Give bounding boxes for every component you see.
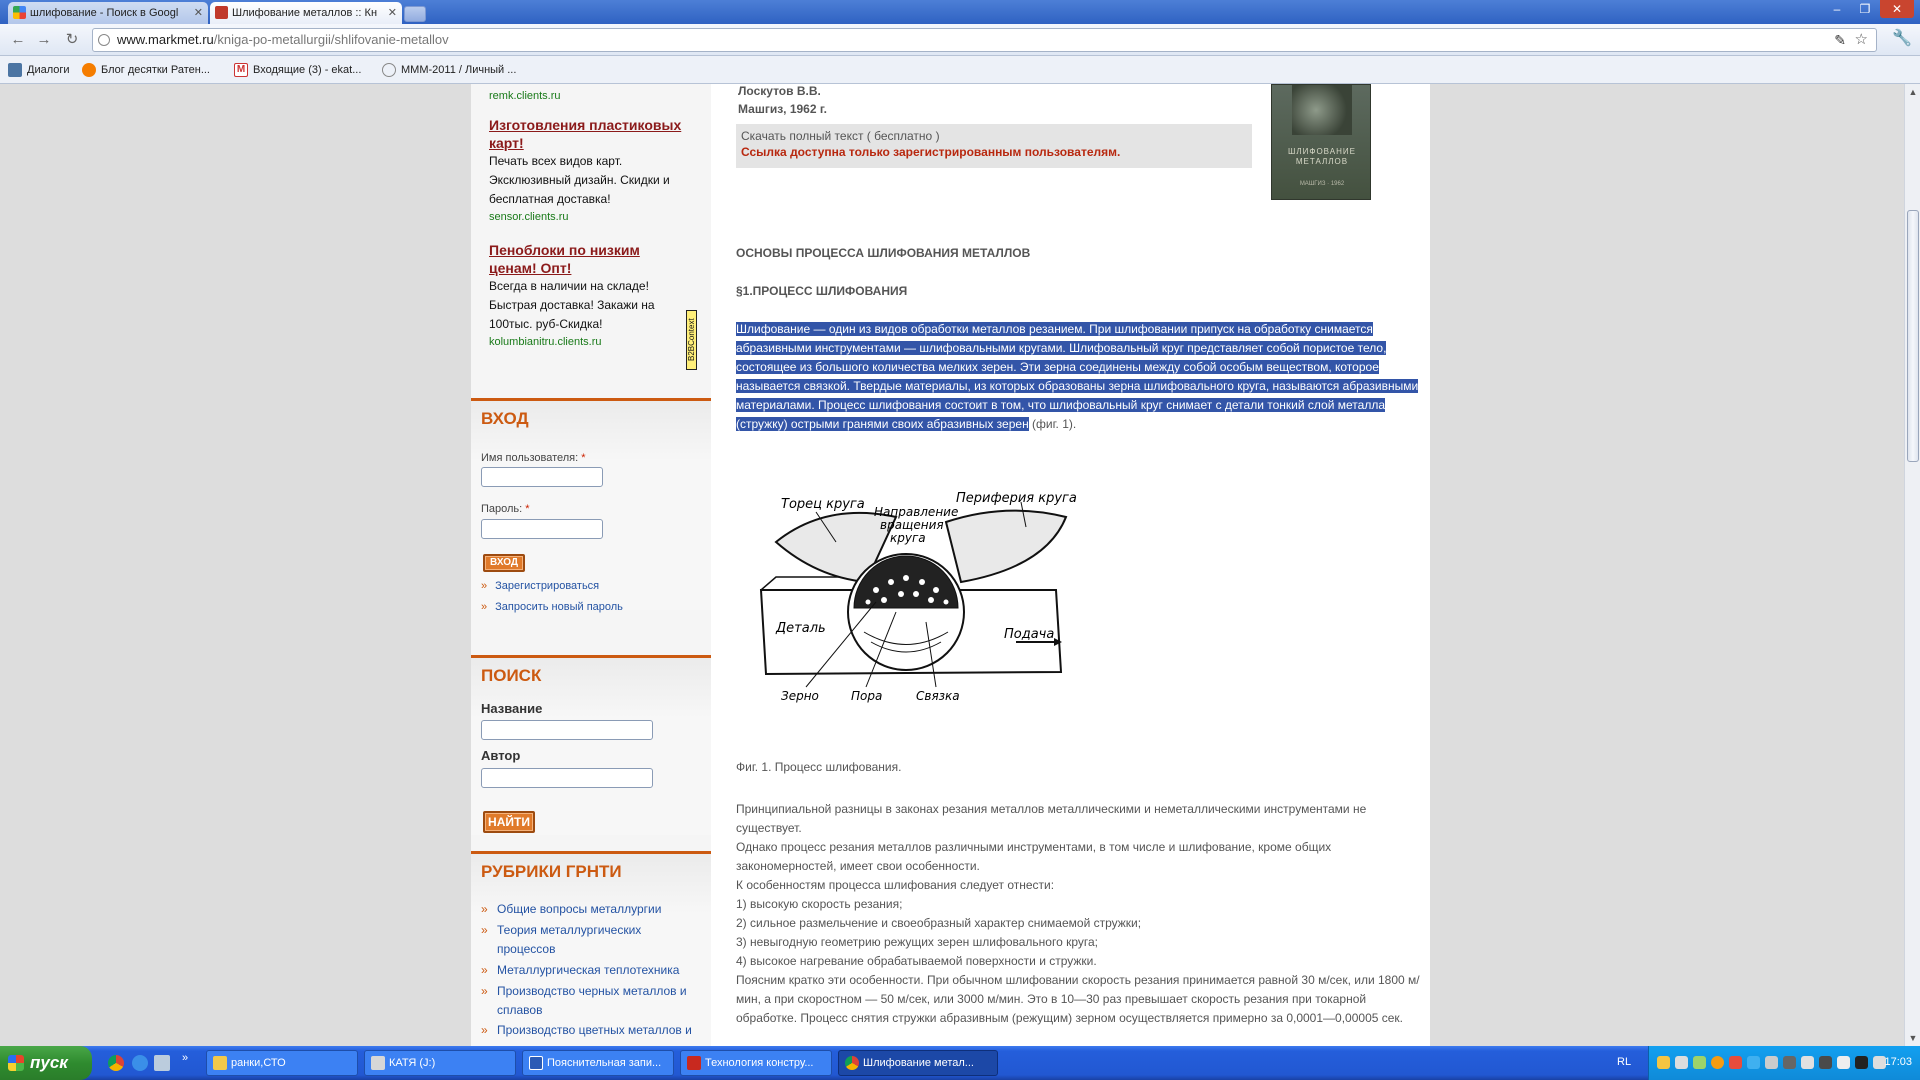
paragraph-intro [736,320,1426,434]
rubric-link[interactable]: » Теория металлургических процессов [481,921,671,959]
download-link[interactable]: Скачать полный текст ( бесплатно ) [741,129,940,143]
blogger-icon [82,63,96,77]
name-label: Название [481,701,543,716]
bookmark-item[interactable] [82,62,210,78]
figure-grinding-process [756,482,1146,732]
rubrics-block [471,851,711,1046]
search-title: ПОИСК [481,666,542,685]
star-icon[interactable]: ☆ [1854,31,1868,48]
system-tray [1648,1046,1920,1080]
tab-label: шлифование - Поиск в Googl [30,7,179,19]
taskbar-label: Шлифование метал... [863,1057,974,1069]
bookmark-item[interactable] [234,62,361,78]
close-icon[interactable]: ✕ [387,7,397,19]
reload-icon[interactable]: ↻ [65,31,79,48]
vertical-scrollbar[interactable] [1904,84,1920,1046]
page-icon [98,34,110,46]
taskbar-label: Пояснительная запи... [547,1057,662,1069]
new-password-link[interactable]: » Запросить новый пароль [481,601,623,613]
taskbar-label: ранки,СТО [231,1057,286,1069]
rubrics-title: РУБРИКИ ГРНТИ [481,862,622,881]
label-direction: Направление вращения круга [874,505,959,545]
bookmark-item[interactable] [8,62,70,78]
google-icon [13,6,26,19]
taskbar-button[interactable] [680,1050,832,1076]
forward-icon[interactable]: → [36,31,52,48]
tray-icon[interactable] [1855,1056,1868,1069]
rubric-link[interactable]: » Металлургическая теплотехника [481,961,706,980]
ad-url[interactable]: remk.clients.ru [489,90,561,102]
markmet-icon [215,6,228,19]
figure-caption: Фиг. 1. Процесс шлифования. [736,760,902,774]
language-indicator[interactable]: RL [1617,1056,1632,1068]
ad-block [489,241,689,350]
vk-icon [8,63,22,77]
download-note: Ссылка доступна только зарегистрированным пользователям. [741,145,1121,159]
windows-taskbar [0,1046,1920,1080]
paragraph-tail: (фиг. 1). [1028,417,1077,431]
ad-title[interactable]: Пеноблоки по низким ценам! Опт! [489,242,640,276]
bookmarks-bar [0,56,1920,84]
book-publisher: Машгиз, 1962 г. [738,102,827,116]
taskbar-button[interactable] [364,1050,516,1076]
rubric-link[interactable]: » Производство черных металлов и сплавов [481,982,696,1020]
tray-icon[interactable] [1801,1056,1814,1069]
rubric-link[interactable]: » Производство цветных металлов и [481,1021,706,1040]
bookmark-label: Блог десятки Ратен... [101,64,210,76]
scroll-up-icon[interactable]: ▲ [1908,87,1918,97]
book-author: Лоскутов В.В. [738,84,821,98]
ad-title[interactable]: Изготовления пластиковых карт! [489,117,682,151]
password-input[interactable] [481,519,603,539]
article-heading: ОСНОВЫ ПРОЦЕССА ШЛИФОВАНИЯ МЕТАЛЛОВ [736,246,1031,260]
label-feed: Подача [1004,627,1055,642]
body-paragraph: Принципиальной разницы в законах резания металлов металлическими и неметаллическими инструментами не существует. [736,802,1367,835]
left-sidebar [471,84,711,1046]
article-body [736,800,1426,1028]
tab-google-search[interactable] [8,2,208,24]
close-icon[interactable]: ✕ [193,7,203,19]
bookmark-label: Входящие (3) - ekat... [253,64,362,76]
chrome-icon [845,1056,859,1070]
body-paragraph: 2) сильное размельчение и своеобразный характер снимаемой стружки; [736,916,1142,930]
tray-icon[interactable] [1765,1056,1778,1069]
author-label: Автор [481,748,521,763]
username-label: Имя пользователя: * [481,452,586,464]
chrome-quicklaunch-icon[interactable] [108,1055,124,1071]
clock[interactable]: 17:03 [1884,1056,1912,1068]
password-label: Пароль: * [481,503,530,515]
name-input[interactable] [481,720,653,740]
browser-toolbar [0,24,1920,56]
body-paragraph: Однако процесс резания металлов различными инструментами, в том числе и шлифование, кроме общих закономерностей, имеет свои особенности. [736,840,1332,873]
taskbar-button[interactable] [522,1050,674,1076]
cover-title: ШЛИФОВАНИЕ МЕТАЛЛОВ [1288,147,1356,166]
login-title: ВХОД [481,409,529,428]
page-action-icon[interactable]: ✎ [1834,32,1846,48]
selected-text: Шлифование — один из видов обработки металлов резанием. При шлифовании припуск на обработку снимается абразивными инструментами — шлифовальными кругами. Шлифовальный круг представляет собой пористое тело, состоящее из большого количества мелких зерен. Эти зерна соединены между собой особым веществом, которое называется связкой. Твердые материалы, из которых образованы зерна шлифовального круга, называются абразивными материалами. Процесс шлифования состоит в том, что шлифовальный круг снимает с детали тонкий слой металла (стружку) острыми гранями своих абразивных зерен [736,322,1419,431]
figure-drawing [756,482,1146,732]
register-link[interactable]: » Зарегистрироваться [481,580,599,592]
tray-icon[interactable] [1711,1056,1724,1069]
wrench-icon[interactable]: 🔧 [1892,30,1912,47]
book-cover-image[interactable] [1271,84,1371,200]
taskbar-label: Технология констру... [705,1057,814,1069]
taskbar-button-active[interactable] [838,1050,998,1076]
find-button[interactable]: НАЙТИ [483,811,535,833]
body-paragraph: К особенностям процесса шлифования следует отнести: [736,878,1055,892]
page-viewport [0,84,1904,1046]
label-periphery: Периферия круга [956,491,1077,506]
new-tab-button[interactable] [404,6,426,22]
shield-icon[interactable] [1657,1056,1670,1069]
tray-icon[interactable] [1693,1056,1706,1069]
quicklaunch-more-icon[interactable]: » [182,1052,189,1064]
body-paragraph: 3) невыгодную геометрию режущих зерен шлифовального круга; [736,935,1098,949]
cover-subtitle: МАШГИЗ · 1962 [1299,181,1345,187]
label-torec: Торец круга [781,497,865,512]
maximize-button[interactable]: ❐ [1859,2,1871,16]
rubric-link[interactable]: » Общие вопросы металлургии [481,900,706,919]
login-block [471,398,711,613]
page-container [471,84,1430,1046]
label-pore: Пора [851,689,883,703]
windows-flag-icon [8,1055,24,1071]
section-heading: §1.ПРОЦЕСС ШЛИФОВАНИЯ [736,284,908,298]
ie-quicklaunch-icon[interactable] [132,1055,148,1071]
login-button[interactable]: ВХОД [483,554,525,572]
body-paragraph: 1) высокую скорость резания; [736,897,903,911]
volume-icon[interactable] [1837,1056,1850,1069]
ad-block [489,116,689,225]
url-host: www.markmet.ru [117,32,214,47]
drive-icon [371,1056,385,1070]
main-content [736,84,1426,1046]
label-grain: Зерно [781,689,819,703]
globe-icon [382,63,396,77]
taskbar-button[interactable] [206,1050,358,1076]
body-paragraph: Поясним кратко эти особенности. При обычном шлифовании скорость резания принимается равной 30 м/сек, или 1800 м/мин, а при скоростном — 50 м/сек, или 3000 м/мин. Это в 10—30 раз превышает скорость резания при токарной обработке. Процесс снятия стружки абразивным (режущим) зерном осуществляется примерно за 0,0001—0,00005 сек. [736,973,1420,1025]
tab-active-page[interactable] [210,2,402,24]
author-input[interactable] [481,768,653,788]
browser-titlebar [0,0,1920,24]
start-label: пуск [30,1053,68,1072]
username-input[interactable] [481,467,603,487]
address-bar[interactable] [92,28,1877,52]
scroll-thumb[interactable] [1907,210,1919,462]
close-window-button[interactable]: ✕ [1880,0,1914,18]
tray-icon[interactable] [1729,1056,1742,1069]
minimize-button[interactable]: – [1833,2,1841,16]
folder-icon [213,1056,227,1070]
search-block [471,655,711,835]
scroll-down-icon[interactable]: ▼ [1908,1033,1918,1043]
download-box [736,124,1252,168]
tray-icon[interactable] [1783,1056,1796,1069]
pdf-icon [687,1056,701,1070]
tray-icon[interactable] [1675,1056,1688,1069]
label-detail: Деталь [776,621,826,636]
network-icon[interactable] [1819,1056,1832,1069]
taskbar-label: КАТЯ (J:) [389,1057,436,1069]
ad-url[interactable]: kolumbianitru.clients.ru [489,336,602,348]
label-bond: Связка [916,689,960,703]
ad-text: Печать всех видов карт. Эксклюзивный дизайн. Скидки и бесплатная доставка! [489,154,670,206]
ad-block [489,88,689,104]
cover-art [1292,85,1352,135]
bookmark-item[interactable] [382,62,516,78]
start-button[interactable] [0,1046,92,1080]
word-icon [529,1056,543,1070]
url-path: /kniga-po-metallurgii/shlifovanie-metallov [213,32,449,47]
gmail-icon: M [234,63,248,77]
bookmark-label: МММ-2011 / Личный ... [401,64,517,76]
app-quicklaunch-icon[interactable] [154,1055,170,1071]
body-paragraph: 4) высокое нагревание обрабатываемой поверхности и стружки. [736,954,1097,968]
ad-text: Всегда в наличии на складе! Быстрая доставка! Закажи на 100тыс. руб-Скидка! [489,279,655,331]
tab-label: Шлифование металлов :: Кн [232,7,378,19]
tray-icon[interactable] [1747,1056,1760,1069]
b2b-context-badge[interactable]: B2BContext [686,310,697,370]
back-icon[interactable]: ← [10,31,26,48]
ad-url[interactable]: sensor.clients.ru [489,211,569,223]
bookmark-label: Диалоги [27,64,70,76]
